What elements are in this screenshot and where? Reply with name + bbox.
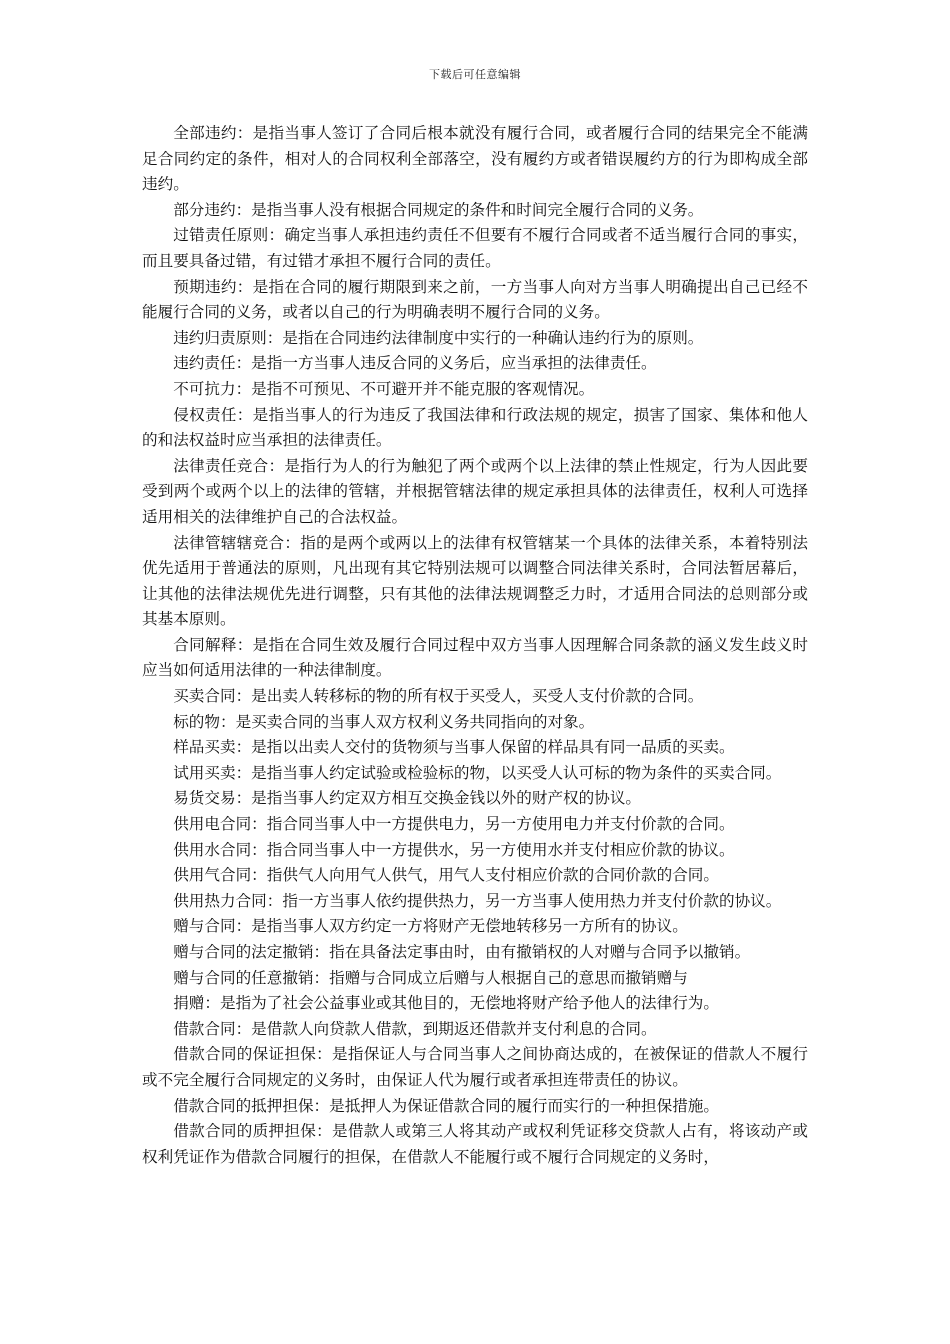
paragraph: 法律管辖辖竞合：指的是两个或两以上的法律有权管辖某一个具体的法律关系，本着特别法优先适用于普通法的原则，凡出现有其它特别法规可以调整合同法律关系时，合同法暂居幕后，让其他的法律法规优先进行调整，只有其他的法律法规调整乏力时，才适用合同法的总则部分或其基本原则。 (142, 533, 808, 629)
paragraph: 借款合同的保证担保：是指保证人与合同当事人之间协商达成的，在被保证的借款人不履行或不完全履行合同规定的义务时，由保证人代为履行或者承担连带责任的协议。 (142, 1045, 808, 1089)
paragraph: 预期违约：是指在合同的履行期限到来之前，一方当事人向对方当事人明确提出自己已经不能履行合同的义务，或者以自己的行为明确表明不履行合同的义务。 (142, 277, 808, 322)
paragraph: 侵权责任：是指当事人的行为违反了我国法律和行政法规的规定，损害了国家、集体和他人的和法权益时应当承担的法律责任。 (142, 405, 808, 450)
paragraph: 法律责任竞合：是指行为人的行为触犯了两个或两个以上法律的禁止性规定，行为人因此要受到两个或两个以上的法律的管辖，并根据管辖法律的规定承担具体的法律责任，权利人可选择适用相关的法律维护自己的合法权益。 (142, 456, 808, 526)
paragraph: 借款合同的质押担保：是借款人或第三人将其动产或权利凭证移交贷款人占有，将该动产或权利凭证作为借款合同履行的担保，在借款人不能履行或不履行合同规定的义务时， (142, 1122, 808, 1166)
paragraph: 过错责任原则：确定当事人承担违约责任不但要有不履行合同或者不适当履行合同的事实，而且要具备过错，有过错才承担不履行合同的责任。 (142, 226, 808, 270)
paragraph: 借款合同：是借款人向贷款人借款，到期返还借款并支付利息的合同。 (173, 1019, 657, 1038)
paragraph: 标的物：是买卖合同的当事人双方权利义务共同指向的对象。 (173, 712, 595, 731)
page-header: 下载后可任意编辑 (429, 68, 521, 81)
paragraph: 借款合同的抵押担保：是抵押人为保证借款合同的履行而实行的一种担保措施。 (173, 1096, 719, 1115)
paragraph: 赠与合同的法定撤销：指在具备法定事由时，由有撤销权的人对赠与合同予以撤销。 (173, 943, 751, 961)
paragraph: 部分违约：是指当事人没有根据合同规定的条件和时间完全履行合同的义务。 (173, 200, 704, 219)
paragraph: 易货交易：是指当事人约定双方相互交换金钱以外的财产权的协议。 (173, 789, 642, 808)
paragraph: 违约归责原则：是指在合同违约法律制度中实行的一种确认违约行为的原则。 (173, 328, 704, 347)
paragraph: 捐赠：是指为了社会公益事业或其他目的，无偿地将财产给予他人的法律行为。 (173, 994, 719, 1013)
document-body (142, 121, 808, 1170)
paragraph: 不可抗力：是指不可预见、不可避开并不能克服的客观情况。 (173, 379, 595, 398)
paragraph: 供用气合同：指供气人向用气人供气，用气人支付相应价款的合同价款的合同。 (173, 866, 719, 885)
paragraph: 供用热力合同：指一方当事人依约提供热力，另一方当事人使用热力并支付价款的协议。 (173, 891, 782, 910)
paragraph: 样品买卖：是指以出卖人交付的货物须与当事人保留的样品具有同一品质的买卖。 (173, 738, 735, 757)
paragraph: 合同解释：是指在合同生效及履行合同过程中双方当事人因理解合同条款的涵义发生歧义时应当如何适用法律的一种法律制度。 (142, 635, 808, 680)
paragraph: 供用水合同：指合同当事人中一方提供水，另一方使用水并支付相应价款的协议。 (173, 840, 735, 859)
paragraph: 赠与合同的任意撤销：指赠与合同成立后赠与人根据自己的意思而撤销赠与 (173, 968, 688, 987)
paragraph: 买卖合同：是出卖人转移标的物的所有权于买受人，买受人支付价款的合同。 (173, 687, 704, 706)
paragraph: 全部违约：是指当事人签订了合同后根本就没有履行合同，或者履行合同的结果完全不能满足合同约定的条件，相对人的合同权利全部落空，没有履约方或者错误履约方的行为即构成全部违约。 (142, 124, 808, 194)
paragraph: 违约责任：是指一方当事人违反合同的义务后，应当承担的法律责任。 (173, 354, 657, 373)
paragraph: 赠与合同：是指当事人双方约定一方将财产无偿地转移另一方所有的协议。 (173, 917, 688, 936)
paragraph: 试用买卖：是指当事人约定试验或检验标的物，以买受人认可标的物为条件的买卖合同。 (173, 763, 782, 782)
paragraph: 供用电合同：指合同当事人中一方提供电力，另一方使用电力并支付价款的合同。 (173, 815, 735, 834)
